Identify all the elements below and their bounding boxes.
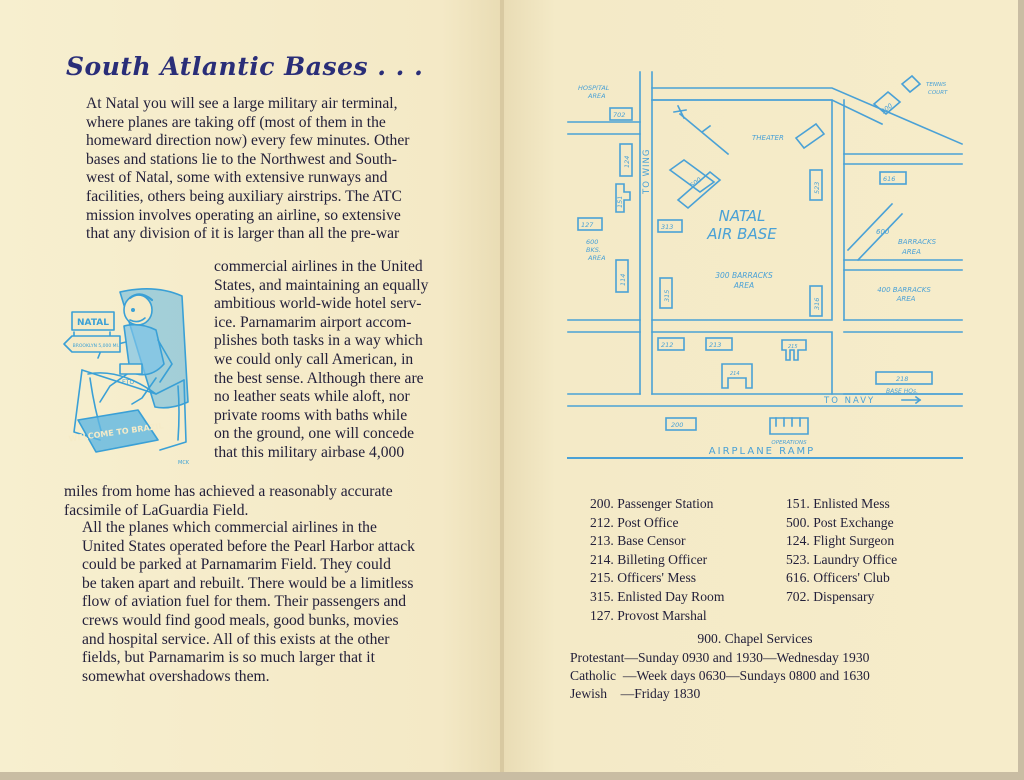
label-600-bks: 600	[586, 238, 599, 246]
chair-tag: ETO	[122, 379, 135, 386]
text-line: fields, but Parnamarim is so much larger that it	[82, 649, 375, 667]
bldg-900: 900	[879, 101, 895, 116]
bldg-151: 151	[616, 195, 624, 208]
legend-item: 200. Passenger Station	[590, 496, 714, 511]
text-line: where planes are taking off (most of them in the	[86, 113, 386, 131]
label-theater: THEATER	[752, 134, 784, 142]
label-bks: BKS.	[586, 246, 601, 254]
label-400-barracks: 400 BARRACKS	[877, 286, 931, 294]
legend-item: 616. Officers' Club	[786, 570, 890, 586]
text-line: be taken apart and rebuilt. There would be a limitless	[82, 574, 414, 592]
label-bks-area: AREA	[588, 254, 606, 262]
label-base-hqs: BASE HQs.	[886, 388, 918, 395]
bldg-500: 500	[688, 175, 704, 190]
paragraph-1-top	[66, 95, 458, 244]
bldg-214: 214	[730, 371, 740, 377]
text-line: miles from home has achieved a reasonably accurate	[64, 483, 393, 500]
bldg-316: 316	[813, 297, 821, 310]
text-line: homeward direction now) every few minutes. Other	[86, 132, 410, 150]
paragraph-2	[62, 519, 458, 686]
legend-item: 213. Base Censor	[590, 533, 686, 549]
bldg-315: 315	[663, 289, 671, 302]
label-hospital-area: AREA	[588, 92, 606, 100]
bldg-218: 218	[896, 375, 909, 383]
text-line: the best sense. Although there are	[214, 369, 424, 387]
legend-item: 151. Enlisted Mess	[786, 496, 890, 511]
airman-chair-illustration	[60, 282, 200, 468]
sign-natal: NATAL	[77, 318, 109, 328]
legend-item: 523. Laundry Office	[786, 551, 898, 567]
artist-mark: MCK	[178, 460, 190, 466]
text-line: that any division of it is larger than all the pre-war	[86, 225, 400, 243]
text-line: that this military airbase 4,000	[214, 443, 405, 461]
text-line: and hospital service. All of this exists at the other	[82, 630, 390, 648]
text-line: facsimile of LaGuardia Field.	[64, 501, 249, 519]
chapel-row: Protestant—Sunday 0930 and 1930—Wednesday 1930	[570, 649, 870, 665]
welcome-mat-text: WELCOME TO BRAZIL	[68, 421, 165, 444]
legend-item: 214. Billeting Officer	[590, 551, 708, 567]
bldg-523: 523	[813, 181, 821, 194]
bldg-215: 215	[788, 344, 798, 350]
bldg-213: 213	[709, 341, 722, 349]
air-base-map	[562, 64, 974, 474]
text-line: All the planes which commercial airlines in the	[82, 519, 377, 536]
label-600-barracks: BARRACKS	[898, 238, 937, 246]
text-line: we could only call American, in	[214, 350, 414, 368]
text-line: on the ground, one will concede	[214, 425, 415, 443]
bldg-702: 702	[613, 111, 626, 119]
bldg-616: 616	[883, 175, 896, 183]
text-line: private rooms with baths while	[214, 406, 408, 424]
text-line: flow of aviation fuel for them. Their passengers and	[82, 593, 407, 611]
paragraph-1-end	[64, 483, 458, 520]
text-line: facilities, others being auxiliary airstrips. The ATC	[86, 187, 402, 205]
text-line: plishes both tasks in a way which	[214, 332, 423, 350]
text-line: crews would find good meals, good bunks, movies	[82, 611, 399, 629]
map-title-natal: NATAL	[718, 207, 766, 225]
legend-item: 127. Provost Marshal	[590, 607, 707, 623]
text-line: United States operated before the Pearl Harbor attack	[82, 537, 415, 555]
bldg-212: 212	[661, 341, 674, 349]
text-line: somewhat overshadows them.	[82, 667, 270, 685]
legend-item: 702. Dispensary	[786, 588, 875, 604]
bldg-127: 127	[581, 221, 594, 229]
legend-item: 124. Flight Surgeon	[786, 533, 895, 549]
label-300-barracks: 300 BARRACKS	[715, 271, 773, 280]
label-to-wing: TO WING	[642, 148, 652, 194]
page-title: South Atlantic Bases . . .	[66, 52, 424, 81]
legend-column-1	[590, 495, 780, 625]
text-line: commercial airlines in the United	[214, 258, 423, 275]
bldg-114: 114	[619, 273, 627, 286]
legend-column-2	[786, 495, 956, 607]
text-line: could be parked at Parnamarim Field. They could	[82, 556, 391, 574]
chapel-row: Catholic —Week days 0630—Sundays 0800 and 1630	[570, 667, 870, 683]
label-operations: OPERATIONS	[771, 440, 807, 446]
legend-item: 500. Post Exchange	[786, 514, 894, 530]
label-400-area: AREA	[896, 295, 916, 303]
bldg-200: 200	[671, 421, 684, 429]
chapel-services	[570, 630, 940, 703]
map-title-air-base: AIR BASE	[707, 225, 777, 243]
chapel-row: Jewish —Friday 1830	[570, 685, 701, 701]
text-line: bases and stations lie to the Northwest and South-	[86, 150, 397, 168]
legend-item: 315. Enlisted Day Room	[590, 588, 725, 604]
paragraph-1-wrapped	[214, 258, 458, 463]
chapel-heading: 900. Chapel Services	[697, 631, 813, 646]
label-600: 600	[876, 228, 890, 236]
bldg-124: 124	[623, 155, 631, 168]
text-line: ice. Parnamarim airport accom-	[214, 313, 412, 331]
legend-item: 215. Officers' Mess	[590, 570, 697, 586]
label-hospital: HOSPITAL	[578, 84, 610, 92]
text-line: no leather seats while aloft, nor	[214, 388, 410, 406]
sign-brooklyn: BROOKLYN 5,000 MI.	[72, 344, 120, 349]
text-line: mission involves operating an airline, so extensive	[86, 206, 401, 224]
label-600-area: AREA	[902, 248, 921, 256]
legend-item: 212. Post Office	[590, 514, 679, 530]
label-300-area: AREA	[733, 281, 755, 290]
label-to-navy: TO NAVY	[824, 396, 876, 406]
label-airplane-ramp: AIRPLANE RAMP	[708, 446, 816, 457]
label-tennis-court: COURT	[928, 90, 948, 96]
bldg-313: 313	[661, 223, 674, 231]
text-line: ambitious world-wide hotel serv-	[214, 295, 422, 313]
text-line: At Natal you will see a large military air terminal,	[86, 95, 398, 112]
text-line: west of Natal, some with extensive runways and	[86, 169, 388, 187]
text-line: States, and maintaining an equally	[214, 276, 429, 294]
label-tennis: TENNIS	[926, 82, 947, 88]
